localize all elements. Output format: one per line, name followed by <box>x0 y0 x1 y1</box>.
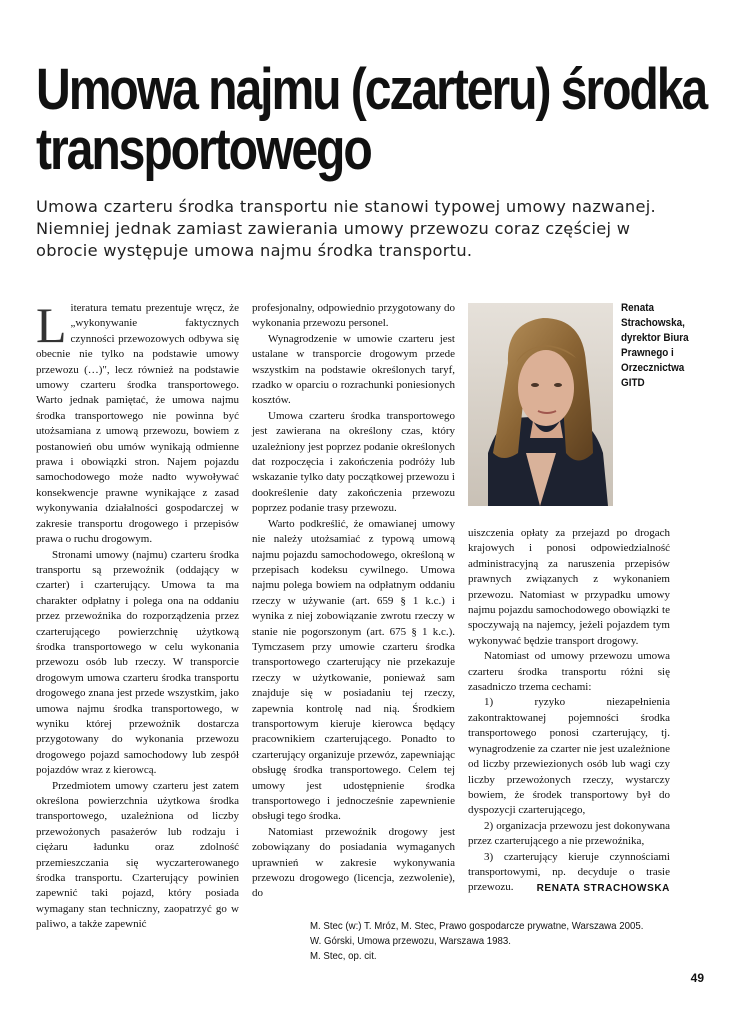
article-title-line-2: transportowego <box>36 117 371 182</box>
caption-line: dyrektor Biura <box>621 332 689 344</box>
paragraph-9: uiszczenia opłaty za przejazd po drogach krajowych i ponosi odpowiedzialność administracyjną za naruszenia przepisów prawnych związanych z wykonaniem przewozu. Natomiast w przypadku umowy najmu pojazdu samochodowego obowiązki te spoczywają na najemcy, jeżeli pojazdem tym wykonywać będzie transport drogowy. <box>468 527 670 647</box>
author-photo <box>468 303 613 506</box>
article-lead: Umowa czarteru środka transportu nie stanowi typowej umowy nazwanej. Niemniej jednak zamiast zawierania umowy przewozu coraz częściej w obrocie występuje umowa najmu środka transportu. <box>36 197 656 260</box>
photo-caption <box>621 301 702 391</box>
caption-line: Strachowska, <box>621 317 685 329</box>
author-signature: RENATA STRACHOWSKA <box>536 883 670 894</box>
page-number: 49 <box>690 971 704 985</box>
footnote: W. Górski, Umowa przewozu, Warszawa 1983. <box>310 935 511 947</box>
paragraph-13: 3) czarterujący kieruje czynnościami transportowymi, np. decyduje o trasie przewozu. <box>468 850 670 894</box>
footnote: M. Stec (w:) T. Mróz, M. Stec, Prawo gospodarcze prywatne, Warszawa 2005. <box>310 920 644 932</box>
caption-line: Orzecznictwa <box>621 362 685 374</box>
caption-line: Renata <box>621 302 655 314</box>
paragraph-1 <box>36 297 239 548</box>
paragraph-4: profesjonalny, odpowiednio przygotowany do wykonania przewozu personel. <box>252 302 455 330</box>
article-title-line-1: Umowa najmu (czarteru) środka <box>36 57 707 122</box>
paragraph-12: 2) organizacja przewozu jest dokonywana przez czarterującego a nie przewoźnika, <box>468 819 670 848</box>
paragraph-2: Stronami umowy (najmu) czarteru środka transportu są przewoźnik (oddający w czarter) i czarterujący. Umowa ta ma charakter odpłatny i polega ona na oddaniu przez przewoźnika do rozporządzenia przez czarterującego powierzchnię użytkową środka transportowego w celu wykonania przewozu osób lub rzeczy. W transporcie drogowym umowa czarteru środka transportu drogowego znana jest przede wszystkim, jako umowa najmu środka transportowego, w wyniku której przewoźnik dostarcza przygotowany do wykonania przewozu drogowego pojazd samochodowy lub zespół pojazdów wraz z kierowcą. <box>36 548 239 777</box>
drop-cap: L <box>36 297 67 353</box>
author-portrait-image <box>468 303 613 506</box>
paragraph-3: Przedmiotem umowy czarteru jest zatem określona powierzchnia użytkowa środka transportowego, uzależniona od liczby przewożonych pasażerów lub rodzaju i ciężaru ładunku oraz zdolność przemieszczania się wyczarterowanego środka transportu. Czarterujący powinien zapewnić taki pojazd, który posiada wymagany stan techniczny, zaopatrzyć go w paliwo, a także zapewnić <box>36 779 239 931</box>
text-column-2 <box>252 301 455 902</box>
footnote: M. Stec, op. cit. <box>310 950 377 962</box>
article-title <box>36 57 707 182</box>
paragraph-5: Wynagrodzenie w umowie czarteru jest ustalane w transporcie drogowym przede wszystkim na podstawie określonych taryf, rzadko w oparciu o rozrachunki poniesionych kosztów. <box>252 332 455 407</box>
caption-line: GITD <box>621 377 645 389</box>
paragraph-6: Umowa czarteru środka transportowego jest zawierana na określony czas, który uzależniony jest poprzez podanie określonych dat rozpoczęcia i zakończenia podróży lub wskazanie tylko daty początkowej przewozu i dookreślenie daty zakończenia przewozu poprzez podanie trasy przewozu. <box>252 409 455 515</box>
paragraph-1-text: iteratura tematu prezentuje wręcz, że „wykonywanie faktycznych czynności przewozowych odbywa się obecnie nie tylko na podstawie umowy przewozu (…)", lecz również na podstawie umowy czarteru środka transportowego. Warto jednak pamiętać, że umowa najmu środka transportowego nie powinna być utożsamiana z umową przewozu, bowiem z postanowień obu umów wynikają odmienne prawa i obowiązki stron. Najem pojazdu samochodowego może nadto wywoływać konsekwencje prawne wynikające z zasad wykonywania działalności gospodarczej w zakresie transportu drogowego i przepisów prawa o ruchu drogowym. <box>36 302 239 546</box>
caption-line: Prawnego i <box>621 347 674 359</box>
paragraph-8: Natomiast przewoźnik drogowy jest zobowiązany do posiadania wymaganych uprawnień w zakresie wykonywania przewozu drogowego (licencja, zezwolenie), do <box>252 825 455 900</box>
text-column-1 <box>36 297 239 933</box>
paragraph-11: 1) ryzyko niezapełnienia zakontraktowanej pojemności środka transportowego ponosi czarterujący, tj. wynagrodzenie za czarter nie jest uzależnione od liczby przewiezionych osób lub wagi czy liczby przewożonych rzeczy, wystarczy bowiem, że środek transportowy był do dyspozycji czarterującego, <box>468 696 670 817</box>
paragraph-7: Warto podkreślić, że omawianej umowy nie należy utożsamiać z typową umową najmu pojazdu samochodowego, określoną w przepisach kodeksu cywilnego. Umowa najmu polega bowiem na odpłatnym oddaniu rzeczy w używanie (art. 659 § 1 k.c.) i wynika z niej zobowiązanie zwrotu rzeczy w stanie nie pogorszonym (art. 675 § 1 k.c.). Tymczasem przy umowie czarteru środka transportowego czarterujący nie przekazuje rzeczy w użytkowanie, ponieważ sam znajduje się w posiadaniu tej rzeczy, zapewnia kontrolę nad nią. Środkiem transportowym kieruje kierowca będący pracownikiem czarterującego. Ponadto to czarterujący organizuje przewóz, zapewniając obsługę środka transportowego. Celem tej umowy jest udostępnienie środka transportowego i jednocześnie zapewnienie obsługi tego środka. <box>252 517 455 823</box>
text-column-3 <box>468 526 670 896</box>
footnotes <box>310 919 660 964</box>
paragraph-10: Natomiast od umowy przewozu umowa czarteru środka transportu różni się zasadniczo trzema cechami: <box>468 650 670 694</box>
